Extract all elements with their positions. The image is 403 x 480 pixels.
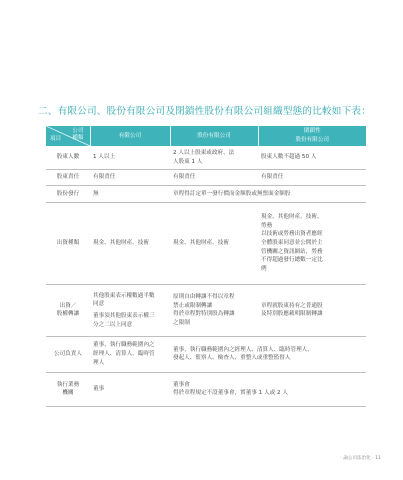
corner-company-label: 公司 種類 — [72, 128, 84, 142]
table-row — [46, 185, 366, 202]
table-row — [46, 284, 366, 336]
comparison-table — [46, 126, 366, 407]
cell-limited-responsible: 董事，執行職務範圍內之 經理人、清算人、臨時管 理人 — [93, 342, 155, 366]
row-label-responsible: 公司負責人 — [54, 351, 82, 358]
table-row — [46, 170, 366, 186]
cell-limited-issuance: 無 — [93, 190, 99, 197]
row-label-contribution: 出資種類 — [56, 240, 80, 247]
col-header-limited: 有限公司 — [90, 126, 170, 146]
section-heading: 二、有限公司、股份有限公司及閉鎖性股份有限公司組織型態的比較如下表： — [38, 106, 371, 117]
cell-share-transfer: 原則自由轉讓不得以章程 禁止或限制轉讓 得於章程對特別股為轉讓 之限制 — [173, 294, 235, 327]
page-number: ‧ 論公司法治化 ‧ 11 — [340, 456, 381, 461]
cell-closed-transfer: 章程就股東持有之普通股 及特別股應載明限制轉讓 — [261, 302, 323, 318]
row-label-shareholders: 股東人數 — [56, 154, 80, 161]
cell-closed-shareholders: 股東人數不超過 50 人 — [261, 154, 317, 161]
table-header-row — [46, 126, 366, 146]
cell-limited-transfer: 其他股東表示權數過半數 同意 董事須其他股東表示權三 分之二以上同意 — [93, 292, 155, 328]
table-row — [46, 146, 366, 170]
cell-limited-executive: 董事 — [93, 386, 105, 393]
corner-item-label: 項目 — [50, 136, 62, 143]
corner-header-cell — [46, 126, 90, 146]
row-label-transfer: 出資／ 股權轉讓 — [56, 302, 80, 318]
cell-share-contribution: 現金、其他財產、技術 — [173, 240, 229, 247]
cell-closed-contribution: 現金、其他財產、技術、 勞務 以技術或勞務出資者應經 全體股東同意並公開於主 管機關之資訊網站，勞務 不得超過發行總數一定比 例 — [261, 214, 323, 273]
cell-closed-liability: 有限責任 — [261, 174, 284, 181]
cell-limited-shareholders: 1 人以上 — [93, 154, 116, 161]
cell-share-shareholders: 2 人以上股東或政府、法 人股東 1 人 — [173, 150, 235, 165]
row-label-liability: 股東責任 — [56, 174, 80, 181]
row-label-executive: 執行業務 機關 — [56, 381, 80, 397]
cell-limited-liability: 有限責任 — [93, 174, 116, 181]
cell-limited-contribution: 現金、其他財產、技術 — [93, 240, 149, 247]
cell-merged-responsible: 董事，執行職務範圍內之經理人、清算人、臨時管理人、 發起人、監察人、檢查人、重整人或重整監督人 — [173, 346, 313, 362]
row-label-issuance: 股份發行 — [56, 190, 80, 197]
col-header-share: 股份有限公司 — [170, 126, 258, 146]
cell-merged-executive: 董事會 得於章程規定不設董事會，實董事 1 人或 2 人 — [173, 381, 288, 397]
table-row — [46, 372, 366, 406]
cell-merged-issuance: 章程得訂定單一發行價而金額股或無票面金額股 — [173, 190, 291, 197]
col-header-closed: 閉鎖性 股份有限公司 — [258, 126, 366, 146]
table-row — [46, 336, 366, 372]
table-row — [46, 202, 366, 284]
cell-share-liability: 有限責任 — [173, 174, 196, 181]
